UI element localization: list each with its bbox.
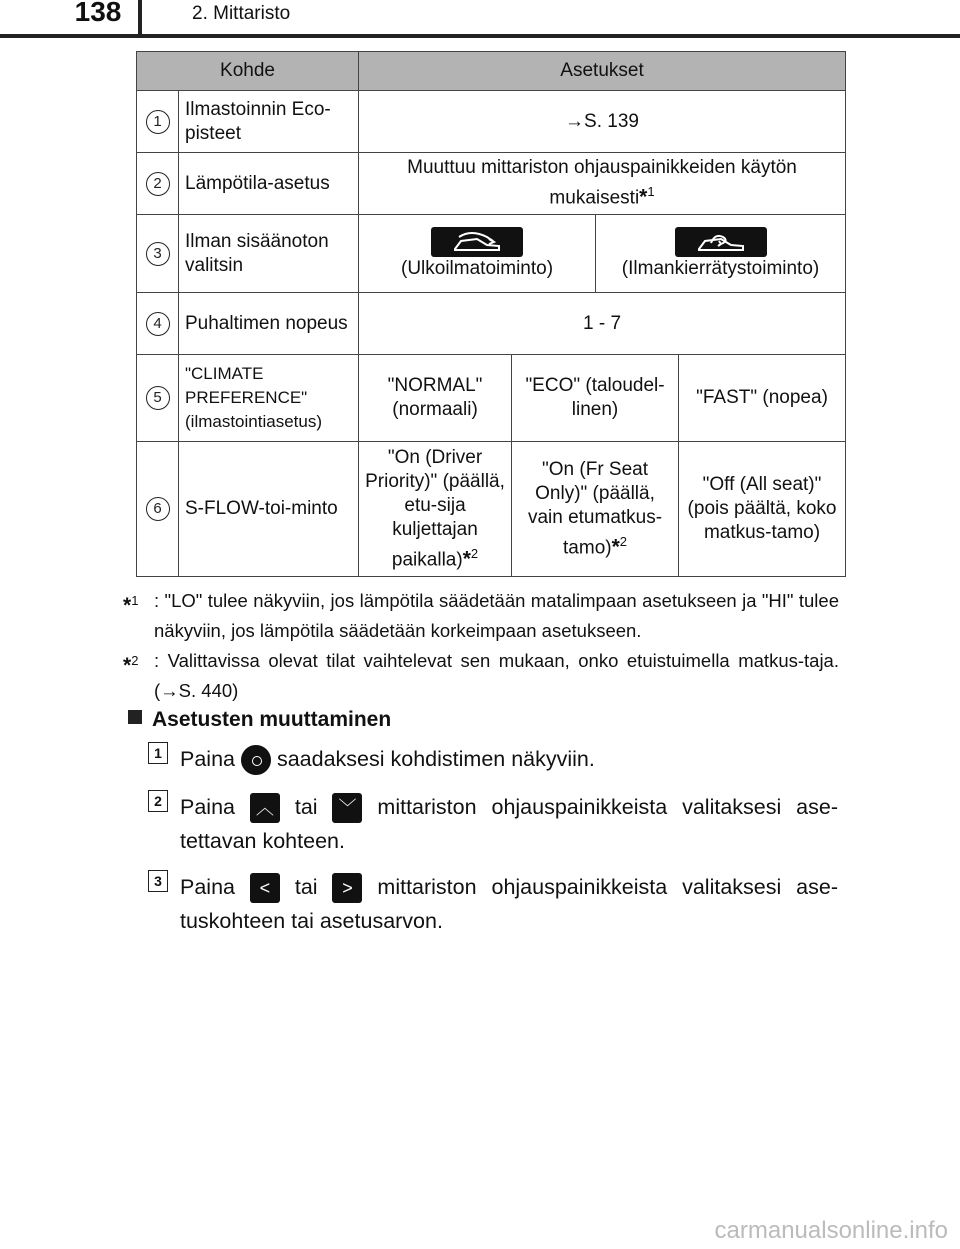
- footnote-ref: 2: [470, 545, 479, 561]
- row-item: [179, 355, 359, 442]
- row-setting: 1 - 7: [359, 293, 846, 355]
- page-section-title: 2. Mittaristo: [192, 3, 291, 24]
- step-number: 1: [148, 742, 168, 764]
- section-heading: Asetusten muuttaminen: [128, 708, 391, 732]
- footnote-marker: *$^2$: [123, 653, 139, 678]
- option-fast: "FAST" (nopea): [679, 355, 846, 442]
- table-row: [137, 442, 846, 577]
- row-number-badge: 3: [146, 242, 170, 266]
- footnote-text: : Valittavissa olevat tilat vaihtelevat sen mukaan, onko etuistuimella matkus-taja. (→S. 440): [154, 650, 839, 701]
- option-eco: "ECO" (taloudel-linen): [512, 355, 679, 442]
- footnote-ref: 2: [619, 533, 628, 549]
- option-front-seat-only: [512, 442, 679, 577]
- row-number-badge: 4: [146, 312, 170, 336]
- footnote-star: *: [462, 547, 471, 571]
- option-text: "On (Driver Priority)" (päällä, etu-sija kuljettajan paikalla): [365, 446, 505, 571]
- footnote-ref: 1: [647, 184, 655, 200]
- outside-air-icon: [431, 227, 523, 257]
- step-2: 2 Paina ︿ tai ﹀ mittariston ohjauspainikkeista valitaksesi ase-tettavan kohteen.: [148, 790, 838, 858]
- ok-button-icon: [241, 745, 271, 775]
- right-arrow-icon: >: [332, 873, 362, 903]
- row-item: Ilmastoinnin Eco-pisteet: [179, 91, 359, 153]
- row-number-badge: 2: [146, 172, 170, 196]
- row-setting-text: Muuttuu mittariston ohjauspainikkeiden käytön mukaisesti: [407, 157, 797, 209]
- left-arrow-icon: <: [250, 873, 280, 903]
- recirculation-label: (Ilmankierrätystoiminto): [621, 257, 820, 279]
- footnote-2: [123, 646, 839, 706]
- table-row: [137, 153, 846, 215]
- column-header-settings: Asetukset: [359, 52, 846, 91]
- outside-air-option: [359, 215, 596, 293]
- row-item: Lämpötila-asetus: [179, 153, 359, 215]
- footnote-marker: *$^1$: [123, 593, 139, 618]
- square-bullet-icon: [128, 710, 142, 724]
- settings-table: [136, 51, 846, 577]
- table-row: [137, 215, 846, 293]
- row-item: Ilman sisäänoton valitsin: [179, 215, 359, 293]
- row-number-badge: 5: [146, 386, 170, 410]
- page-number: 138: [74, 0, 122, 27]
- footnote-star: *: [611, 535, 620, 559]
- table-header-row: [137, 52, 846, 91]
- watermark: carmanualsonline.info: [714, 1217, 948, 1244]
- table-row: [137, 355, 846, 442]
- row-number-badge: 6: [146, 497, 170, 521]
- outside-air-label: (Ulkoilmatoiminto): [401, 257, 554, 279]
- option-driver-priority: [359, 442, 512, 577]
- table-row: [137, 293, 846, 355]
- header-rule: [0, 34, 960, 38]
- column-header-item: Kohde: [137, 52, 359, 91]
- step-number: 2: [148, 790, 168, 812]
- recirculation-icon: [675, 227, 767, 257]
- row-item-name: "CLIMATE PREFERENCE": [185, 364, 308, 407]
- footnote-star: *: [639, 185, 648, 209]
- recirculation-option: [596, 215, 846, 293]
- step-3: 3 Paina < tai > mittariston ohjauspainikkeista valitaksesi ase-tuskohteen tai asetusarvon.: [148, 870, 838, 938]
- step-number: 3: [148, 870, 168, 892]
- option-text: "On (Fr Seat Only)" (päällä, vain etumatkus-tamo): [527, 458, 663, 559]
- row-number-badge: 1: [146, 110, 170, 134]
- header-divider: [138, 0, 142, 36]
- up-arrow-icon: ︿: [250, 793, 280, 823]
- row-item: Puhaltimen nopeus: [179, 293, 359, 355]
- step-1: 1 Paina saadaksesi kohdistimen näkyviin.: [148, 742, 838, 776]
- row-setting: [359, 153, 846, 215]
- table-row: [137, 91, 846, 153]
- footnote-text: : "LO" tulee näkyviin, jos lämpötila säädetään matalimpaan asetukseen ja "HI" tulee näkyviin, jos lämpötila säädetään korkeimpaan asetukseen.: [154, 590, 839, 641]
- option-normal: "NORMAL" (normaali): [359, 355, 512, 442]
- row-item-translation: (ilmastointiasetus): [185, 412, 322, 431]
- down-arrow-icon: ﹀: [332, 793, 362, 823]
- row-item: S-FLOW-toi-minto: [179, 442, 359, 577]
- footnote-1: [123, 586, 839, 646]
- option-all-seat-off: "Off (All seat)" (pois päältä, koko matkus-tamo): [679, 442, 846, 577]
- row-setting: →S. 139: [359, 91, 846, 153]
